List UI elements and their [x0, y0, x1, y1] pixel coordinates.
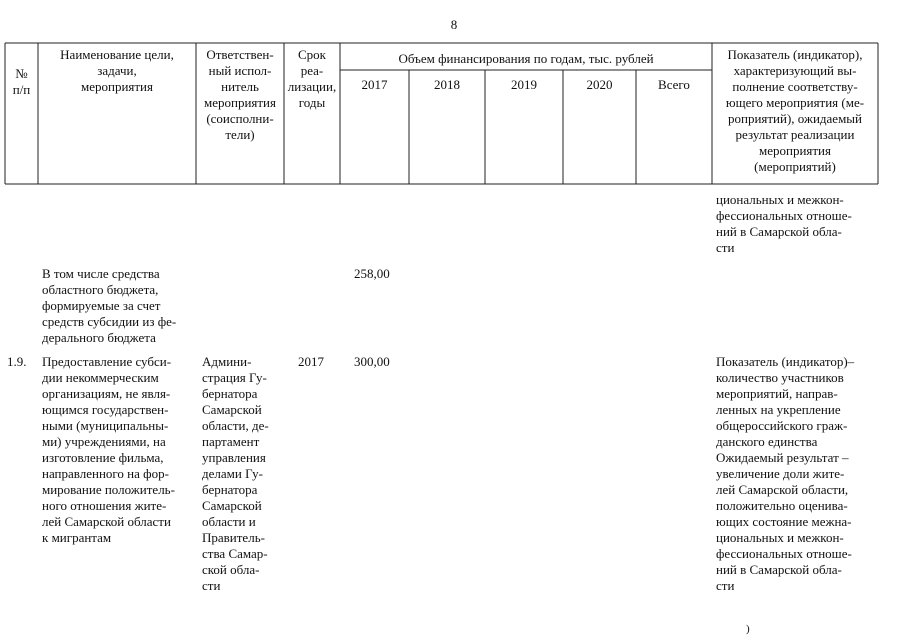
- subsidy-row-2017: 258,00: [354, 266, 390, 281]
- row-1-9-2017: 300,00: [354, 354, 390, 369]
- row-1-9-executor: Админи- страция Гу- бернатора Самарской области, де- партамент управления делами Гу- бернатора Самарской области и Правитель- ства Самар- ской обла- сти: [202, 354, 269, 593]
- header-total: Всего: [658, 77, 690, 92]
- page-number: 8: [450, 17, 458, 32]
- header-funding: Объем финансирования по годам, тыс. рублей: [398, 51, 654, 66]
- row-1-9-num: 1.9.: [7, 354, 27, 369]
- header-year-2017: 2017: [361, 77, 388, 92]
- stray-mark: ): [746, 623, 750, 635]
- header-year-2020: 2020: [586, 77, 613, 92]
- indicator-continuation: циональных и межкон- фессиональных отноше- ний в Самарской обла- сти: [716, 192, 852, 255]
- header-executor: Ответствен- ный испол- нитель мероприятия (соисполни- тели): [203, 47, 276, 142]
- row-1-9-term: 2017: [298, 354, 324, 369]
- header-year-2019: 2019: [511, 77, 537, 92]
- header-name: Наименование цели, задачи, мероприятия: [60, 47, 174, 94]
- row-1-9-indicator: Показатель (индикатор)– количество участников мероприятий, направ- ленных на укрепление общероссийского граж- данского единства Ожидаемый результат – увеличение доли жите- лей Самарской области, положительно оценива- ющих состояние межна- циональных и межкон- фессиональных отноше- ний в Самарской обла- сти: [716, 354, 855, 593]
- header-num: № п/п: [12, 66, 31, 97]
- header-year-2018: 2018: [434, 77, 460, 92]
- header-term: Срок реа- лизации, годы: [287, 47, 337, 110]
- header-indicator: Показатель (индикатор), характеризующий вы- полнение соответству- ющего мероприятия (ме- роприятий), ожидаемый результат реализации мероприятия (мероприятий): [725, 47, 865, 174]
- subsidy-row-name: В том числе средства областного бюджета, формируемые за счет средств субсидии из фе- дерального бюджета: [42, 266, 177, 345]
- row-1-9-name: Предоставление субси- дии некоммерческим организациям, не явля- ющимся государствен- ными (муниципальны- ми) учреждениями, на изготовление фильма, направленного на фор- мирование положитель- ного отношения жите- лей Самарской области к мигрантам: [42, 354, 175, 545]
